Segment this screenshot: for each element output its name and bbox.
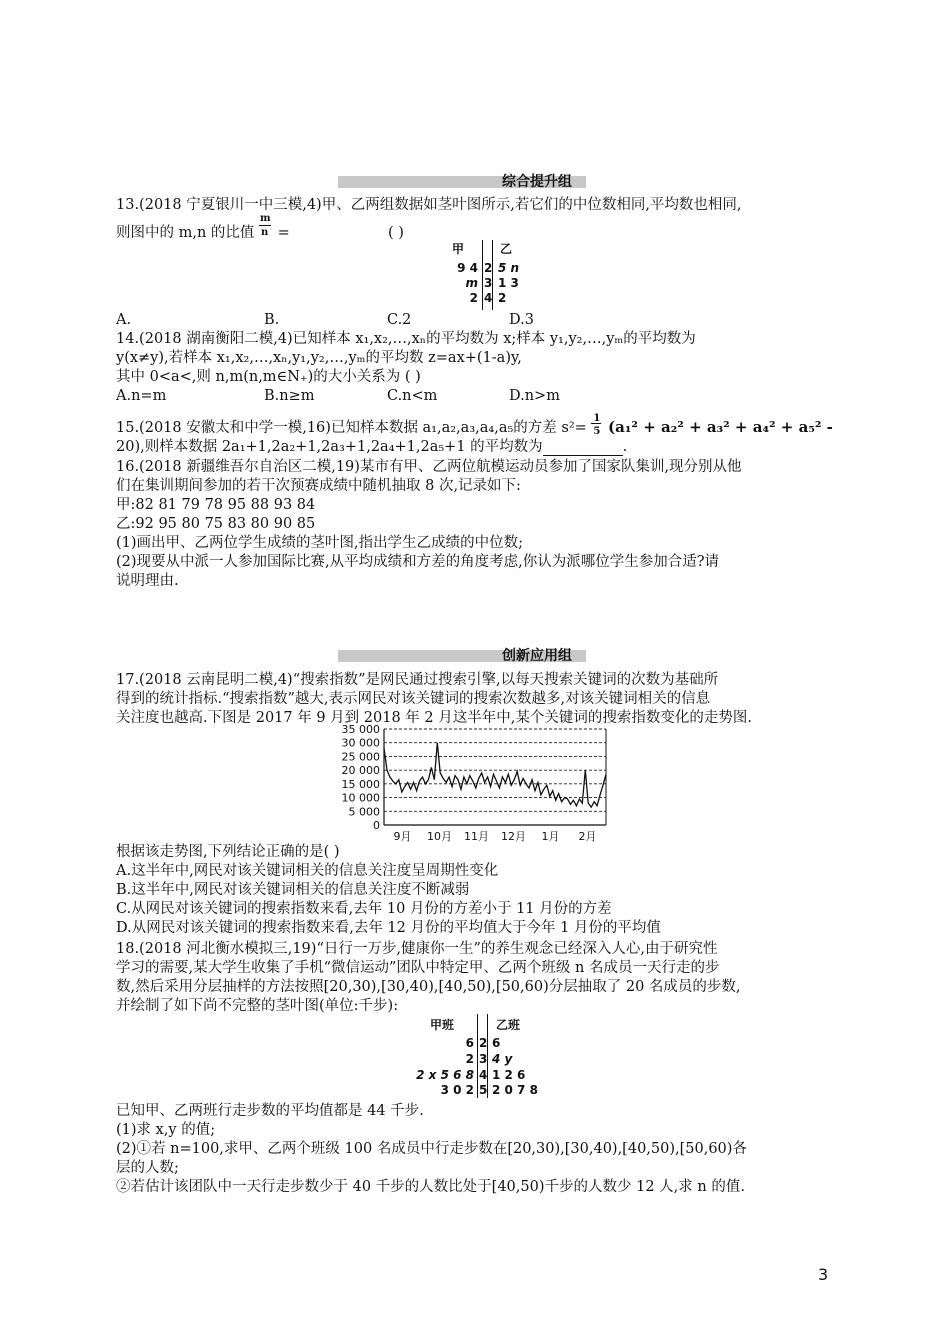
q13-fraction: $\frac{m}{n}$: [260, 213, 271, 238]
q14-option-a: A.n=m: [116, 388, 167, 404]
q16-line3: 甲:82 81 79 78 95 88 93 84: [116, 497, 316, 513]
q17-option-c: C.从网民对该关键词的搜索指数来看,去年 10 月份的方差小于 11 月份的方差: [116, 901, 612, 917]
q15-fraction: 1 5: [593, 413, 601, 437]
q18-row2-stem: 3: [479, 1052, 488, 1066]
section-title-2: 创新应用组: [502, 648, 572, 664]
y-tick-label: 0: [373, 819, 380, 832]
q13-row2-stem: 3: [484, 276, 493, 290]
y-tick-label: 20 000: [341, 764, 380, 778]
y-tick-label: 25 000: [341, 750, 380, 764]
q13-row3-stem: 4: [484, 291, 493, 305]
q15-text: 15.(2018 安徽太和中学一模,16)已知样本数据 a₁,a₂,a₃,a₄,a₅的方差 s²=: [116, 420, 587, 436]
q18-header-right: 乙班: [496, 1018, 521, 1032]
q16-line7: 说明理由.: [116, 573, 179, 589]
q13-stem-leaf: [440, 240, 550, 312]
q18-line2: 学习的需要,某大学生收集了手机“微信运动”团队中特定甲、乙两个班级 n 名成员一天行走的步: [116, 960, 720, 976]
q18-row1-left: 6: [465, 1036, 474, 1050]
q14-line3: 其中 0<a<,则 n,m(n,m∈N₊)的大小关系为 ( ): [116, 369, 421, 385]
q17-option-d: D.从网民对该关键词的搜索指数来看,去年 12 月份的平均值大于今年 1 月份的平均值: [116, 920, 661, 936]
search-index-chart: [330, 722, 620, 844]
q18-row4-stem: 5: [479, 1083, 488, 1097]
q16-line4: 乙:92 95 80 75 83 80 90 85: [116, 516, 316, 532]
q13-option-a: A.: [116, 312, 132, 328]
q17-option-a: A.这半年中,网民对该关键词相关的信息关注度呈周期性变化: [116, 863, 499, 879]
q18-row3-left: 2 x 5 6 8: [416, 1068, 474, 1082]
q13-paren: ( ): [388, 225, 404, 241]
q13-header-left: 甲: [452, 242, 465, 256]
x-tick-label: 10月: [427, 830, 452, 843]
q15-line2: 20),则样本数据 2a₁+1,2a₂+1,2a₃+1,2a₄+1,2a₅+1 的平均数为 .: [116, 439, 628, 455]
x-tick-label: 11月: [464, 830, 489, 843]
q16-line6: (2)现要从中派一人参加国际比赛,从平均成绩和方差的角度考虑,你认为派哪位学生参加合适?请: [116, 554, 720, 570]
q17-line3: 关注度也越高.下图是 2017 年 9 月到 2018 年 2 月这半年中,某个关键词的搜索指数变化的走势图.: [116, 710, 752, 726]
q13-row3-right: 2: [498, 291, 507, 305]
q16-line5: (1)画出甲、乙两位学生成绩的茎叶图,指出学生乙成绩的中位数;: [116, 535, 524, 551]
q16-line2: 们在集训期间参加的若干次预赛成绩中随机抽取 8 次,记录如下:: [116, 478, 521, 494]
q15-formula: (a₁² + a₂² + a₃² + a₄² + a₅² -: [608, 418, 833, 436]
q16-line1: 16.(2018 新疆维吾尔自治区二模,19)某市有甲、乙两位航模运动员参加了国家队集训,现分别从他: [116, 459, 742, 475]
y-tick-label: 15 000: [341, 777, 380, 791]
q18-row4-right: 2 0 7 8: [492, 1083, 538, 1097]
q18-row1-right: 6: [492, 1036, 501, 1050]
q13-line2: 则图中的 m,n 的比值 $\frac{m}{n}$ =: [116, 213, 290, 241]
q18-row4-left: 3 0 2: [440, 1083, 474, 1097]
q18-line3: 数,然后采用分层抽样的方法按照[20,30),[30,40),[40,50),[50,60)分层抽取了 20 名成员的步数,: [116, 979, 741, 995]
q18-line5: 已知甲、乙两班行走步数的平均值都是 44 千步.: [116, 1103, 424, 1119]
q15-answer-blank: [543, 441, 623, 456]
q13-text: 则图中的 m,n 的比值: [116, 225, 255, 241]
q15-line1: [116, 413, 833, 437]
q14-option-d: D.n>m: [509, 388, 560, 404]
q14-line1: 14.(2018 湖南衡阳二模,4)已知样本 x₁,x₂,…,xₙ的平均数为 x;样本 y₁,y₂,…,yₘ的平均数为: [116, 331, 696, 347]
y-tick-label: 10 000: [341, 791, 380, 805]
q13-option-c: C.2: [387, 312, 412, 328]
q13-line1: 13.(2018 宁夏银川一中三模,4)甲、乙两组数据如茎叶图所示,若它们的中位数相同,平均数也相同,: [116, 197, 742, 213]
section-title-1: 综合提升组: [502, 174, 572, 190]
q17-line2: 得到的统计指标.“搜索指数”越大,表示网民对该关键词的搜索次数越多,对该关键词相关的信息: [116, 691, 711, 707]
y-tick-label: 30 000: [341, 736, 380, 750]
q18-line7: (2)①若 n=100,求甲、乙两个班级 100 名成员中行走步数在[20,30),[30,40),[40,50),[50,60)各: [116, 1141, 747, 1157]
q13-row1-right: 5 n: [498, 261, 520, 275]
q14-option-b: B.n≥m: [264, 388, 315, 404]
y-tick-label: 35 000: [341, 723, 380, 736]
q18-row1-stem: 2: [479, 1036, 488, 1050]
q18-row2-left: 2: [465, 1052, 474, 1066]
q17-line1: 17.(2018 云南昆明二模,4)“搜索指数”是网民通过搜索引擎,以每天搜索关键词的次数为基础所: [116, 672, 719, 688]
y-tick-label: 5 000: [348, 805, 380, 819]
q14-line2: y(x≠y),若样本 x₁,x₂,…,xₙ,y₁,y₂,…,yₘ的平均数 z=ax+(1-a)y,: [116, 350, 522, 366]
q17-line4: 根据该走势图,下列结论正确的是( ): [116, 844, 340, 860]
q18-line4: 并绘制了如下尚不完整的茎叶图(单位:千步):: [116, 998, 399, 1014]
q13-row2-left: m: [465, 276, 478, 290]
page-number: 3: [818, 1265, 829, 1284]
x-tick-label: 1月: [541, 830, 560, 843]
q18-stem-leaf: [400, 1014, 560, 1100]
q13-row3-left: 2: [469, 291, 478, 305]
q13-row1-stem: 2: [484, 261, 493, 275]
q13-header-right: 乙: [500, 242, 513, 256]
q18-row3-stem: 4: [479, 1068, 488, 1082]
q13-option-b: B.: [264, 312, 280, 328]
q18-line1: 18.(2018 河北衡水模拟三,19)“日行一万步,健康你一生”的养生观念已经深入人心,由于研究性: [116, 941, 718, 957]
q18-row2-right: 4 y: [492, 1052, 513, 1066]
q18-line6: (1)求 x,y 的值;: [116, 1122, 216, 1138]
q17-option-b: B.这半年中,网民对该关键词相关的信息关注度不断减弱: [116, 882, 470, 898]
q13-option-d: D.3: [509, 312, 534, 328]
x-tick-label: 12月: [501, 830, 526, 843]
q18-header-left: 甲班: [430, 1018, 455, 1032]
q14-option-c: C.n<m: [387, 388, 438, 404]
q18-line8: 层的人数;: [116, 1160, 179, 1176]
q18-row3-right: 1 2 6: [492, 1068, 526, 1082]
q13-row1-left: 9 4: [457, 261, 478, 275]
x-tick-label: 2月: [578, 830, 597, 843]
q18-line9: ②若估计该团队中一天行走步数少于 40 千步的人数比处于[40,50)千步的人数少 12 人,求 n 的值.: [116, 1179, 745, 1195]
x-tick-label: 9月: [393, 830, 412, 843]
q13-row2-right: 1 3: [498, 276, 519, 290]
